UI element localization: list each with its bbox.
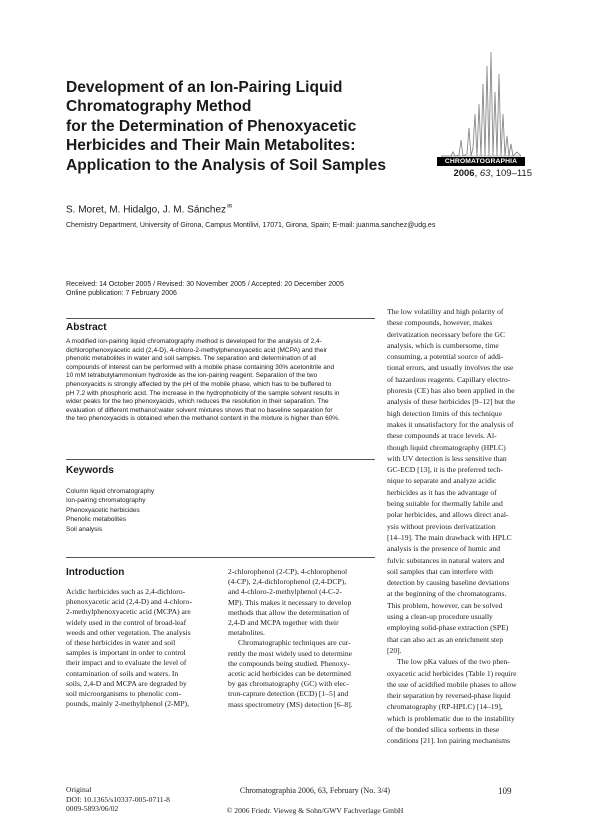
abstract-line: dichlorophenoxyacetic acid (2,4-D), 4-chloro-2-methylphenoxyacetic acid (MCPA) and their	[66, 346, 328, 354]
text-line: [20].	[387, 645, 402, 655]
text-line: soil microorganisms to phenolic com-	[66, 689, 182, 699]
title-line: Chromatography Method	[66, 98, 252, 116]
text-line: pounds, mainly 2-methylphenol (2-MP),	[66, 699, 189, 709]
text-line: 2,4-D and MCPA together with their	[228, 618, 339, 628]
abstract-top-rule	[66, 318, 375, 319]
text-line: being suitable for thermally labile and	[387, 499, 503, 509]
footer-left	[66, 785, 170, 814]
text-line: phoresis (CE) has also been applied in the	[387, 386, 515, 396]
text-line: using a clean-up procedure usually	[387, 612, 493, 622]
page-number: 109	[498, 786, 512, 796]
introduction-top-rule	[66, 557, 375, 558]
keyword-item: Phenolic metabolites	[66, 516, 126, 524]
keyword-item: Column liquid chromatography	[66, 488, 155, 495]
text-line: their impact and to evaluate the level of	[66, 658, 187, 668]
citation-pages: 109–115	[495, 168, 532, 179]
title-line: Herbicides and Their Main Metabolites:	[66, 137, 356, 155]
text-line: fulvic substances in natural waters and	[387, 555, 505, 565]
text-line: their separation by reversed-phase liquid	[387, 691, 511, 701]
journal-logo-chromatogram	[437, 44, 525, 164]
journal-citation: 2006, 63, 109–115	[453, 168, 532, 179]
abstract-line: compounds of interest can be performed with a mobile phase containing 30% acetonitrile and	[66, 363, 335, 371]
text-line: phenoxyacetic acid (2,4-D) and 4-chloro-	[66, 597, 192, 607]
keyword-item: Phenoxyacetic herbicides	[66, 506, 140, 514]
text-line: derivatization necessary before the GC	[387, 329, 506, 339]
text-line: tional errors, and usually involves the use	[387, 363, 514, 373]
text-line: analysis, which is cumbersome, time	[387, 340, 499, 350]
journal-logo-name: CHROMATOGRAPHIA	[437, 157, 525, 166]
text-line: weeds and other vegetation. The analysis	[66, 627, 191, 637]
text-line: 2-methylphenoxyacetic acid (MCPA) are	[66, 607, 191, 617]
text-line: (4-CP), 2,4-dichlorophenol (2,4-DCP),	[228, 577, 347, 587]
text-line: of the bonded silica sorbents in these	[387, 724, 500, 734]
keywords-heading: Keywords	[66, 465, 114, 476]
keyword-item: Soil analysis	[66, 525, 103, 533]
text-line: that can also act as an enrichment step	[387, 634, 504, 644]
text-line: The low pKa values of the two phen-	[397, 657, 510, 667]
citation-volume: 63	[479, 168, 491, 179]
text-line: rently the most widely used to determine	[228, 648, 353, 658]
text-line: by gas chromatography (GC) with elec-	[228, 679, 349, 689]
text-line: tron-capture detection (ECD) [1–5] and	[228, 689, 349, 699]
text-line: oxyacetic acid herbicides (Table 1) require	[387, 668, 517, 678]
text-line: soil samples that can interfere with	[387, 566, 494, 576]
text-line: methods that allow the determination of	[228, 607, 350, 617]
text-line: widely used in the control of broad-leaf	[66, 617, 187, 627]
article-type: Original	[66, 785, 92, 794]
text-line: at the beginning of the chromatograms.	[387, 589, 507, 599]
text-line: This problem, however, can be solved	[387, 600, 503, 610]
text-line: with UV detection is less sensitive than	[387, 453, 507, 463]
footer-copyright: © 2006 Friedr. Vieweg & Sohn/GWV Fachverlage GmbH	[226, 806, 404, 815]
text-line: of these herbicides in water and soil	[66, 638, 176, 648]
article-title	[66, 78, 416, 175]
abstract-line: pH 7.2 with phosphoric acid. The increase in the hydrophobicity of the sample solvent results in	[66, 389, 340, 397]
received-dates	[66, 280, 344, 298]
text-line: of hazardous reagents. Capillary electro-	[387, 374, 511, 384]
text-line: soils, 2,4-D and MCPA are degraded by	[66, 678, 187, 688]
title-line: Development of an Ion-Pairing Liquid	[66, 79, 343, 96]
authors: S. Moret, M. Hidalgo, J. M. Sánchez	[66, 204, 227, 216]
text-line: ysis without previous derivatization	[387, 521, 496, 531]
text-line: GC-ECD [13], it is the preferred tech-	[387, 465, 503, 475]
received-line: Received: 14 October 2005 / Revised: 30 November 2005 / Accepted: 20 December 2005	[66, 281, 344, 288]
text-line: [14–19]. The main drawback with HPLC	[387, 532, 512, 542]
text-line: conditions [21]. Ion pairing mechanisms	[387, 736, 510, 746]
text-line: herbicides as it has the advantage of	[387, 487, 497, 497]
abstract-line: the two phenoxyacids is obtained when the methanol content in the mixture is higher than 60%.	[66, 415, 340, 423]
footer-journal-line: Chromatographia 2006, 63, February (No. 3/4)	[239, 786, 391, 795]
text-line: and 4-chloro-2-methylphenol (4-C-2-	[228, 587, 342, 597]
envelope-icon: ✉	[227, 204, 233, 210]
text-line: analysis of these herbicides [9–12] but the	[387, 397, 516, 407]
keyword-item: Ion-pairing chromatography	[66, 497, 146, 505]
affiliation: Chemistry Department, University of Girona, Campus Montilivi, 17071, Girona, Spain; E-mail: juanma.sanchez@udg.es	[66, 222, 436, 229]
text-line: metabolites.	[228, 628, 265, 638]
introduction-heading: Introduction	[66, 567, 125, 578]
abstract-line: phenoxyacids is strongly affected by the pH of the mobile phase, which has to be buffered to	[66, 380, 332, 388]
text-line: employing solid-phase extraction (SPE)	[387, 623, 509, 633]
author-line	[66, 203, 232, 215]
text-line: 2-chlorophenol (2-CP), 4-chlorophenol	[228, 567, 348, 576]
abstract-line: wider peaks for the two phenoxyacids, which reduces the resolution in their separation. The	[66, 398, 329, 406]
online-publication-line: Online publication: 7 February 2006	[66, 290, 177, 297]
text-line: these compounds at trace levels. Al-	[387, 431, 497, 441]
text-line: high detection limits of this technique	[387, 408, 502, 418]
text-line: chromatography (RP-HPLC) [14–19],	[387, 702, 503, 712]
abstract-line: phenolic metabolites in water and soil samples. The separation and determination of all	[66, 355, 317, 363]
text-line: MP). This makes it necessary to develop	[228, 597, 352, 607]
keywords-top-rule	[66, 459, 375, 460]
text-line: Chromatographic techniques are cur-	[238, 638, 351, 648]
text-line: mass spectrometry (MS) detection [6–8].	[228, 699, 353, 709]
text-line: these compounds, however, makes	[387, 318, 493, 328]
abstract-heading: Abstract	[66, 322, 107, 333]
issn: 0009-5893/06/02	[66, 804, 119, 813]
text-line: Acidic herbicides such as 2,4-dichloro-	[66, 587, 186, 596]
text-line: contamination of soils and waters. In	[66, 668, 179, 678]
abstract-line: A modified ion-pairing liquid chromatography method is developed for the analysis of 2,4-	[66, 338, 322, 345]
abstract-line: 10 mM tetrabutylammonium hydroxide as the ion-pairing reagent. Separation of the two	[66, 372, 318, 380]
text-line: analysis is the presence of humic and	[387, 544, 501, 554]
keywords-list	[66, 487, 154, 534]
intro-column-1	[66, 587, 192, 709]
text-line: the compounds being studied. Phenoxy-	[228, 658, 350, 668]
intro-column-2	[228, 567, 353, 710]
text-line: which is problematic due to the instability	[387, 713, 515, 723]
text-line: makes it unsatisfactory for the analysis of	[387, 419, 514, 429]
abstract-line: evaluation of different methanol:water solvent mixtures shows that no baseline separation for	[66, 406, 333, 414]
citation-year: 2006	[453, 168, 475, 179]
text-line: polar herbicides, and allows direct anal-	[387, 510, 509, 520]
abstract-body	[66, 338, 376, 424]
title-line: Application to the Analysis of Soil Samples	[66, 156, 387, 174]
text-line: samples is important in order to control	[66, 648, 186, 658]
text-line: though liquid chromatography (HPLC)	[387, 442, 506, 452]
text-line: acetic acid herbicides can be determined	[228, 669, 351, 679]
right-column	[387, 306, 517, 747]
doi: DOI: 10.1365/s10337-005-0711-8	[66, 794, 170, 804]
title-line: for the Determination of Phenoxyacetic	[66, 117, 357, 135]
text-line: The low volatility and high polarity of	[387, 307, 504, 316]
text-line: the use of acidified mobile phases to allow	[387, 679, 517, 689]
text-line: detection by causing baseline deviations	[387, 578, 510, 588]
text-line: nique to separate and analyze acidic	[387, 476, 497, 486]
text-line: consuming, a potential source of addi-	[387, 352, 504, 362]
